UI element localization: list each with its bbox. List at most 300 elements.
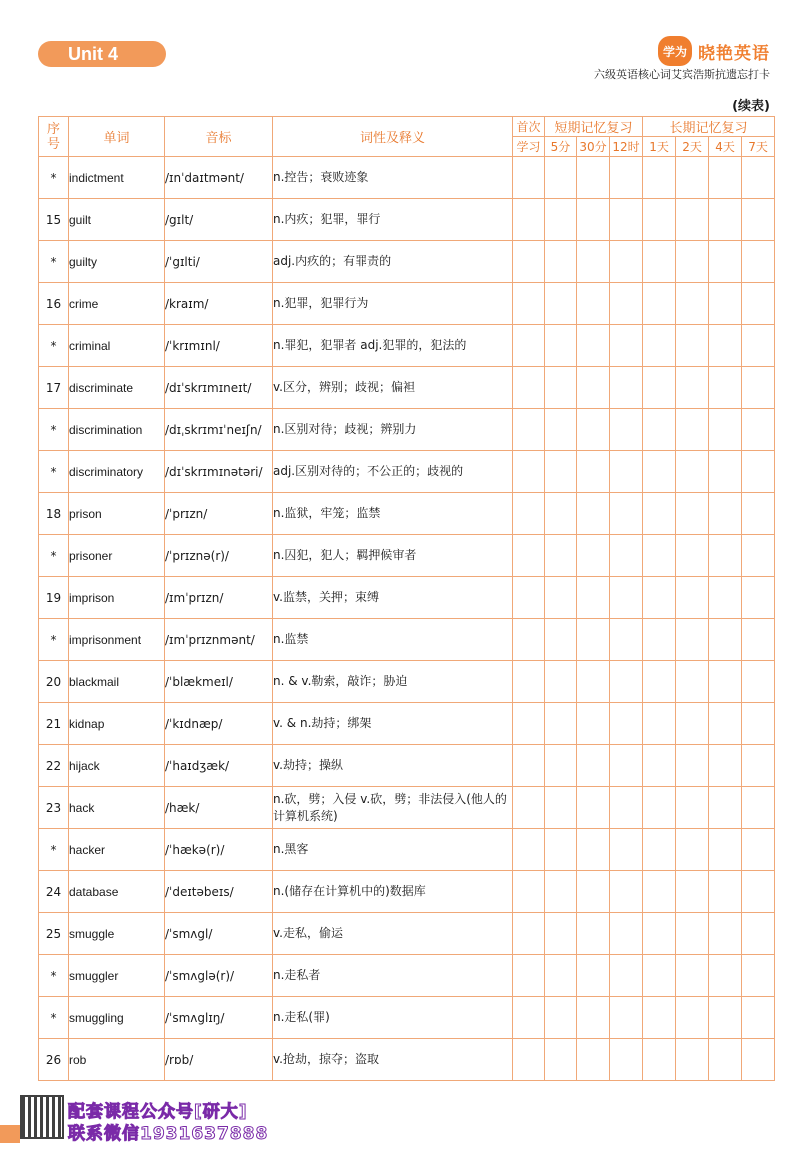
checkin-box[interactable]	[577, 787, 610, 829]
checkin-box[interactable]	[709, 577, 742, 619]
row-number: 23	[39, 787, 69, 829]
checkin-box[interactable]	[577, 199, 610, 241]
checkin-box[interactable]	[577, 997, 610, 1039]
row-word: hack	[69, 787, 165, 829]
row-word: blackmail	[69, 661, 165, 703]
table-row	[39, 535, 775, 577]
table-row	[39, 493, 775, 535]
table-row	[39, 241, 775, 283]
checkin-box[interactable]	[709, 619, 742, 661]
checkin-box[interactable]	[643, 997, 676, 1039]
checkin-box[interactable]	[513, 241, 545, 283]
checkin-box[interactable]	[545, 367, 577, 409]
checkin-box[interactable]	[577, 913, 610, 955]
checkin-box[interactable]	[643, 157, 676, 199]
checkin-box[interactable]	[513, 829, 545, 871]
checkin-box[interactable]	[610, 661, 643, 703]
checkin-box[interactable]	[742, 913, 775, 955]
footer	[0, 1095, 330, 1143]
checkin-box[interactable]	[676, 325, 709, 367]
row-phonetic: /dɪˈskrɪmɪnətəri/	[165, 451, 273, 493]
checkin-box[interactable]	[610, 241, 643, 283]
checkin-box[interactable]	[513, 493, 545, 535]
checkin-box[interactable]	[643, 703, 676, 745]
checkin-box[interactable]	[577, 829, 610, 871]
checkin-box[interactable]	[676, 199, 709, 241]
table-row	[39, 661, 775, 703]
checkin-box[interactable]	[513, 199, 545, 241]
row-number: 20	[39, 661, 69, 703]
checkin-box[interactable]	[742, 367, 775, 409]
checkin-box[interactable]	[643, 283, 676, 325]
promo-line-2: 联系微信1931637888	[68, 1124, 269, 1144]
checkin-box[interactable]	[545, 829, 577, 871]
checkin-box[interactable]	[643, 955, 676, 997]
checkin-box[interactable]	[742, 871, 775, 913]
row-word: rob	[69, 1039, 165, 1081]
checkin-box[interactable]	[577, 955, 610, 997]
header-long-term: 长期记忆复习	[643, 117, 775, 137]
row-word: hacker	[69, 829, 165, 871]
checkin-box[interactable]	[545, 745, 577, 787]
checkin-box[interactable]	[513, 871, 545, 913]
promo-line-1: 配套课程公众号[研大]	[68, 1102, 248, 1122]
checkin-box[interactable]	[709, 157, 742, 199]
row-definition: adj.内疚的；有罪责的	[273, 241, 513, 283]
row-definition: v. & n.劫持；绑架	[273, 703, 513, 745]
checkin-box[interactable]	[676, 913, 709, 955]
header-num: 序号	[39, 117, 69, 157]
checkin-box[interactable]	[577, 451, 610, 493]
row-number: *	[39, 451, 69, 493]
row-number: *	[39, 955, 69, 997]
checkin-box[interactable]	[545, 535, 577, 577]
page-subtitle: 六级英语核心词艾宾浩斯抗遗忘打卡	[594, 68, 770, 81]
header-long-col: 2天	[676, 137, 709, 157]
checkin-box[interactable]	[513, 703, 545, 745]
checkin-box[interactable]	[610, 871, 643, 913]
checkin-box[interactable]	[643, 199, 676, 241]
checkin-box[interactable]	[709, 493, 742, 535]
checkin-box[interactable]	[610, 913, 643, 955]
checkin-box[interactable]	[545, 619, 577, 661]
checkin-box[interactable]	[545, 955, 577, 997]
row-number: 24	[39, 871, 69, 913]
row-phonetic: /ˈhækə(r)/	[165, 829, 273, 871]
checkin-box[interactable]	[545, 997, 577, 1039]
checkin-box[interactable]	[742, 577, 775, 619]
row-number: 18	[39, 493, 69, 535]
checkin-box[interactable]	[545, 283, 577, 325]
table-row	[39, 997, 775, 1039]
checkin-box[interactable]	[643, 787, 676, 829]
checkin-box[interactable]	[513, 283, 545, 325]
checkin-box[interactable]	[545, 409, 577, 451]
row-definition: v.走私，偷运	[273, 913, 513, 955]
row-phonetic: /gɪlt/	[165, 199, 273, 241]
table-row	[39, 955, 775, 997]
checkin-box[interactable]	[513, 955, 545, 997]
checkin-box[interactable]	[513, 157, 545, 199]
header-first-study-top: 首次	[513, 117, 545, 137]
checkin-box[interactable]	[709, 409, 742, 451]
row-word: imprison	[69, 577, 165, 619]
checkin-box[interactable]	[545, 451, 577, 493]
row-word: hijack	[69, 745, 165, 787]
checkin-box[interactable]	[610, 451, 643, 493]
checkin-box[interactable]	[709, 241, 742, 283]
checkin-box[interactable]	[742, 955, 775, 997]
checkin-box[interactable]	[742, 493, 775, 535]
row-definition: n.犯罪，犯罪行为	[273, 283, 513, 325]
checkin-box[interactable]	[610, 367, 643, 409]
row-number: 17	[39, 367, 69, 409]
row-word: imprisonment	[69, 619, 165, 661]
row-definition: n.黑客	[273, 829, 513, 871]
row-definition: n.砍，劈；入侵 v.砍，劈；非法侵入(他人的计算机系统)	[273, 787, 513, 829]
checkin-box[interactable]	[513, 787, 545, 829]
row-word: discriminatory	[69, 451, 165, 493]
row-phonetic: /rɒb/	[165, 1039, 273, 1081]
row-definition: n.控告；衰败迹象	[273, 157, 513, 199]
checkin-box[interactable]	[643, 1039, 676, 1081]
row-definition: v.劫持；操纵	[273, 745, 513, 787]
header-long-col: 7天	[742, 137, 775, 157]
row-phonetic: /ˈsmʌglə(r)/	[165, 955, 273, 997]
checkin-box[interactable]	[676, 367, 709, 409]
row-number: *	[39, 157, 69, 199]
header-short-term: 短期记忆复习	[545, 117, 643, 137]
checkin-box[interactable]	[742, 241, 775, 283]
row-number: 15	[39, 199, 69, 241]
checkin-box[interactable]	[513, 745, 545, 787]
row-definition: n.监狱，牢笼；监禁	[273, 493, 513, 535]
row-phonetic: /ˈgɪlti/	[165, 241, 273, 283]
checkin-box[interactable]	[545, 241, 577, 283]
row-number: 25	[39, 913, 69, 955]
checkin-box[interactable]	[742, 451, 775, 493]
header-definition: 词性及释义	[273, 117, 513, 157]
checkin-box[interactable]	[676, 409, 709, 451]
checkin-box[interactable]	[513, 1039, 545, 1081]
header-short-col: 5分	[545, 137, 577, 157]
table-row	[39, 325, 775, 367]
checkin-box[interactable]	[610, 829, 643, 871]
row-word: kidnap	[69, 703, 165, 745]
row-definition: n.囚犯，犯人；羁押候审者	[273, 535, 513, 577]
row-definition: n.走私(罪)	[273, 997, 513, 1039]
checkin-box[interactable]	[610, 535, 643, 577]
row-phonetic: /ˈkɪdnæp/	[165, 703, 273, 745]
checkin-box[interactable]	[643, 577, 676, 619]
checkin-box[interactable]	[709, 913, 742, 955]
row-phonetic: /ˈprɪzn/	[165, 493, 273, 535]
row-phonetic: /dɪˈskrɪmɪneɪt/	[165, 367, 273, 409]
checkin-box[interactable]	[545, 199, 577, 241]
row-number: 22	[39, 745, 69, 787]
row-word: guilt	[69, 199, 165, 241]
checkin-box[interactable]	[545, 787, 577, 829]
checkin-box[interactable]	[742, 829, 775, 871]
checkin-box[interactable]	[643, 829, 676, 871]
checkin-box[interactable]	[643, 367, 676, 409]
table-row	[39, 409, 775, 451]
row-word: smuggle	[69, 913, 165, 955]
checkin-box[interactable]	[742, 703, 775, 745]
checkin-box[interactable]	[709, 367, 742, 409]
row-word: criminal	[69, 325, 165, 367]
header-phonetic: 音标	[165, 117, 273, 157]
checkin-box[interactable]	[610, 745, 643, 787]
checkin-box[interactable]	[513, 577, 545, 619]
table-row	[39, 829, 775, 871]
row-number: 26	[39, 1039, 69, 1081]
row-definition: n. & v.勒索，敲诈；胁迫	[273, 661, 513, 703]
checkin-box[interactable]	[577, 871, 610, 913]
row-phonetic: /ˈkrɪmɪnl/	[165, 325, 273, 367]
table-row	[39, 745, 775, 787]
row-number: *	[39, 325, 69, 367]
checkin-box[interactable]	[643, 325, 676, 367]
table-row	[39, 619, 775, 661]
checkin-box[interactable]	[709, 787, 742, 829]
header-short-col: 30分	[577, 137, 610, 157]
row-phonetic: /ˈprɪznə(r)/	[165, 535, 273, 577]
checkin-box[interactable]	[676, 745, 709, 787]
checkin-box[interactable]	[610, 493, 643, 535]
checkin-box[interactable]	[676, 577, 709, 619]
row-phonetic: /ɪnˈdaɪtmənt/	[165, 157, 273, 199]
checkin-box[interactable]	[545, 661, 577, 703]
checkin-box[interactable]	[709, 703, 742, 745]
checkin-box[interactable]	[709, 199, 742, 241]
header-word: 单词	[69, 117, 165, 157]
checkin-box[interactable]	[676, 787, 709, 829]
checkin-box[interactable]	[676, 283, 709, 325]
checkin-box[interactable]	[676, 871, 709, 913]
row-number: *	[39, 409, 69, 451]
checkin-box[interactable]	[513, 535, 545, 577]
table-row	[39, 1039, 775, 1081]
row-phonetic: /ɪmˈprɪznmənt/	[165, 619, 273, 661]
checkin-box[interactable]	[545, 703, 577, 745]
row-definition: adj.区别对待的；不公正的；歧视的	[273, 451, 513, 493]
footer-accent-bar	[0, 1125, 20, 1143]
header-short-col: 12时	[610, 137, 643, 157]
checkin-box[interactable]	[643, 913, 676, 955]
row-word: smuggling	[69, 997, 165, 1039]
brand	[658, 36, 770, 66]
checkin-box[interactable]	[709, 745, 742, 787]
checkin-box[interactable]	[513, 619, 545, 661]
table-row	[39, 787, 775, 829]
row-definition: n.(储存在计算机中的)数据库	[273, 871, 513, 913]
vocab-table-body	[39, 157, 775, 1081]
checkin-box[interactable]	[742, 1039, 775, 1081]
checkin-box[interactable]	[545, 157, 577, 199]
row-word: prison	[69, 493, 165, 535]
checkin-box[interactable]	[742, 199, 775, 241]
checkin-box[interactable]	[643, 241, 676, 283]
checkin-box[interactable]	[577, 241, 610, 283]
checkin-box[interactable]	[643, 409, 676, 451]
row-number: *	[39, 997, 69, 1039]
checkin-box[interactable]	[742, 283, 775, 325]
checkin-box[interactable]	[610, 1039, 643, 1081]
checkin-box[interactable]	[742, 535, 775, 577]
row-definition: n.走私者	[273, 955, 513, 997]
checkin-box[interactable]	[513, 367, 545, 409]
checkin-box[interactable]	[610, 199, 643, 241]
checkin-box[interactable]	[577, 157, 610, 199]
row-word: indictment	[69, 157, 165, 199]
checkin-box[interactable]	[610, 787, 643, 829]
checkin-box[interactable]	[643, 661, 676, 703]
checkin-box[interactable]	[545, 577, 577, 619]
table-row	[39, 157, 775, 199]
checkin-box[interactable]	[577, 493, 610, 535]
checkin-box[interactable]	[676, 535, 709, 577]
checkin-box[interactable]	[742, 997, 775, 1039]
checkin-box[interactable]	[577, 1039, 610, 1081]
row-definition: n.监禁	[273, 619, 513, 661]
row-word: discriminate	[69, 367, 165, 409]
checkin-box[interactable]	[676, 157, 709, 199]
checkin-box[interactable]	[513, 661, 545, 703]
checkin-box[interactable]	[709, 661, 742, 703]
checkin-box[interactable]	[577, 661, 610, 703]
checkin-box[interactable]	[742, 409, 775, 451]
checkin-box[interactable]	[742, 325, 775, 367]
checkin-box[interactable]	[742, 661, 775, 703]
checkin-box[interactable]	[610, 157, 643, 199]
table-row	[39, 703, 775, 745]
table-row	[39, 577, 775, 619]
checkin-box[interactable]	[742, 157, 775, 199]
checkin-box[interactable]	[676, 703, 709, 745]
checkin-box[interactable]	[709, 955, 742, 997]
checkin-box[interactable]	[643, 745, 676, 787]
continued-label: (续表)	[732, 99, 770, 114]
checkin-box[interactable]	[610, 619, 643, 661]
row-phonetic: /ˈblækmeɪl/	[165, 661, 273, 703]
qr-code-icon	[20, 1095, 64, 1139]
row-phonetic: /ˈsmʌglɪŋ/	[165, 997, 273, 1039]
checkin-box[interactable]	[742, 619, 775, 661]
checkin-box[interactable]	[577, 745, 610, 787]
checkin-box[interactable]	[676, 619, 709, 661]
checkin-box[interactable]	[610, 283, 643, 325]
row-definition: v.监禁，关押；束缚	[273, 577, 513, 619]
checkin-box[interactable]	[676, 241, 709, 283]
header-long-col: 4天	[709, 137, 742, 157]
checkin-box[interactable]	[742, 745, 775, 787]
checkin-box[interactable]	[709, 997, 742, 1039]
checkin-box[interactable]	[643, 535, 676, 577]
checkin-box[interactable]	[676, 955, 709, 997]
checkin-box[interactable]	[545, 325, 577, 367]
row-number: *	[39, 535, 69, 577]
checkin-box[interactable]	[513, 913, 545, 955]
row-phonetic: /ˈdeɪtəbeɪs/	[165, 871, 273, 913]
row-word: prisoner	[69, 535, 165, 577]
checkin-box[interactable]	[545, 1039, 577, 1081]
checkin-box[interactable]	[610, 955, 643, 997]
checkin-box[interactable]	[676, 829, 709, 871]
row-word: smuggler	[69, 955, 165, 997]
row-phonetic: /kraɪm/	[165, 283, 273, 325]
checkin-box[interactable]	[610, 409, 643, 451]
checkin-box[interactable]	[610, 577, 643, 619]
checkin-box[interactable]	[643, 871, 676, 913]
checkin-box[interactable]	[709, 451, 742, 493]
checkin-box[interactable]	[577, 535, 610, 577]
table-row	[39, 451, 775, 493]
checkin-box[interactable]	[577, 367, 610, 409]
checkin-box[interactable]	[709, 283, 742, 325]
row-definition: n.区别对待；歧视；辨别力	[273, 409, 513, 451]
checkin-box[interactable]	[610, 997, 643, 1039]
row-word: guilty	[69, 241, 165, 283]
checkin-box[interactable]	[709, 1039, 742, 1081]
checkin-box[interactable]	[545, 871, 577, 913]
row-phonetic: /ɪmˈprɪzn/	[165, 577, 273, 619]
checkin-box[interactable]	[709, 829, 742, 871]
checkin-box[interactable]	[577, 409, 610, 451]
checkin-box[interactable]	[610, 325, 643, 367]
checkin-box[interactable]	[676, 1039, 709, 1081]
checkin-box[interactable]	[676, 493, 709, 535]
row-phonetic: /dɪˌskrɪmɪˈneɪʃn/	[165, 409, 273, 451]
checkin-box[interactable]	[676, 997, 709, 1039]
checkin-box[interactable]	[545, 913, 577, 955]
checkin-box[interactable]	[577, 577, 610, 619]
checkin-box[interactable]	[709, 535, 742, 577]
checkin-box[interactable]	[513, 325, 545, 367]
checkin-box[interactable]	[513, 409, 545, 451]
row-definition: v.抢劫，掠夺；盗取	[273, 1039, 513, 1081]
row-number: 21	[39, 703, 69, 745]
row-definition: n.内疚；犯罪，罪行	[273, 199, 513, 241]
checkin-box[interactable]	[709, 871, 742, 913]
row-number: *	[39, 619, 69, 661]
checkin-box[interactable]	[577, 619, 610, 661]
checkin-box[interactable]	[676, 661, 709, 703]
checkin-box[interactable]	[577, 325, 610, 367]
checkin-box[interactable]	[643, 493, 676, 535]
checkin-box[interactable]	[643, 619, 676, 661]
checkin-box[interactable]	[577, 703, 610, 745]
checkin-box[interactable]	[545, 493, 577, 535]
checkin-box[interactable]	[610, 703, 643, 745]
checkin-box[interactable]	[513, 451, 545, 493]
row-definition: v.区分，辨别；歧视；偏袒	[273, 367, 513, 409]
checkin-box[interactable]	[676, 451, 709, 493]
table-row	[39, 367, 775, 409]
row-word: discrimination	[69, 409, 165, 451]
checkin-box[interactable]	[577, 283, 610, 325]
row-number: *	[39, 241, 69, 283]
checkin-box[interactable]	[709, 325, 742, 367]
row-phonetic: /ˈhaɪdʒæk/	[165, 745, 273, 787]
checkin-box[interactable]	[742, 787, 775, 829]
table-row	[39, 199, 775, 241]
row-definition: n.罪犯，犯罪者 adj.犯罪的，犯法的	[273, 325, 513, 367]
header-first-study-bottom: 学习	[513, 137, 545, 157]
checkin-box[interactable]	[643, 451, 676, 493]
row-phonetic: /ˈsmʌgl/	[165, 913, 273, 955]
checkin-box[interactable]	[513, 997, 545, 1039]
